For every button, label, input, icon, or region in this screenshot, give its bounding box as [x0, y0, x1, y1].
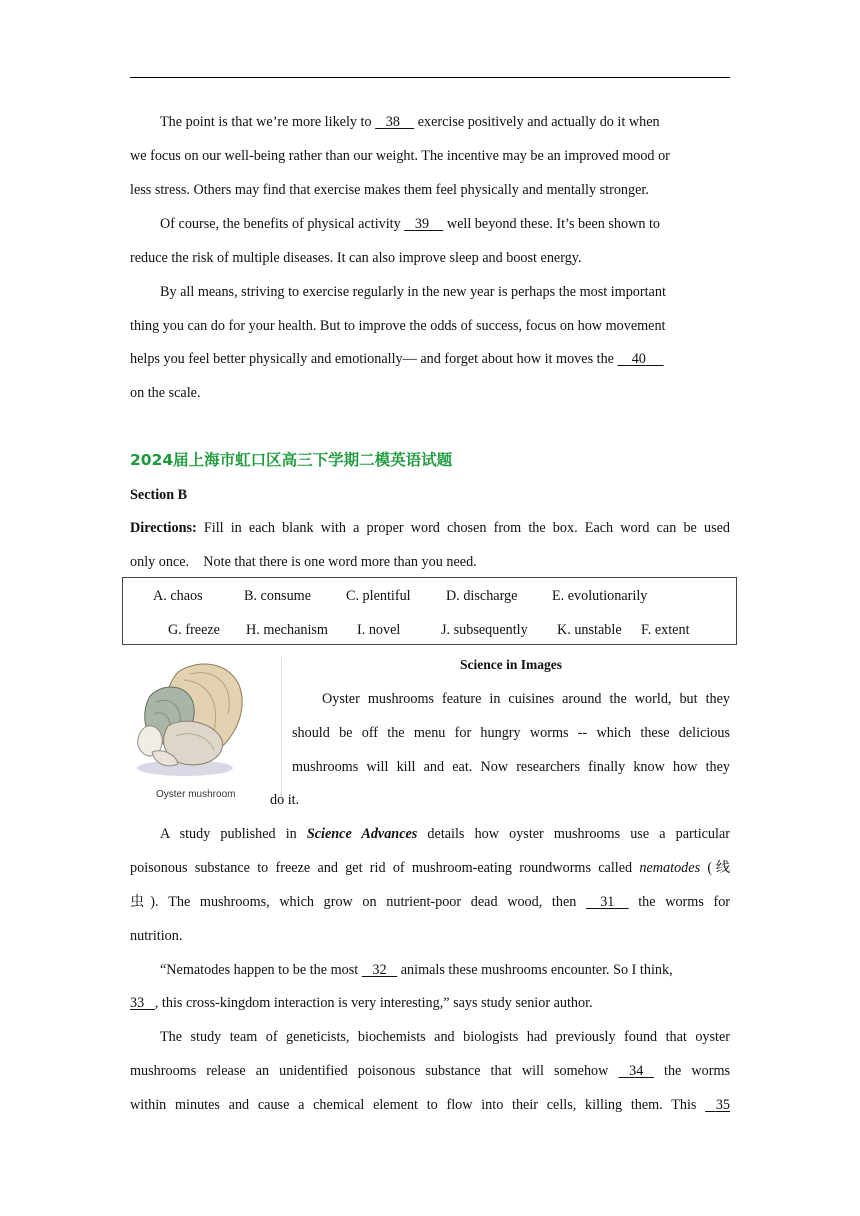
- blank-40[interactable]: [618, 349, 664, 369]
- article-p2-line-1: [130, 824, 730, 844]
- text: , this cross-kingdom interaction is very interesting,” says study senior author.: [154, 995, 593, 1011]
- blank-number: 40: [631, 351, 646, 367]
- intro-line-1: Oyster mushrooms feature in cuisines around the world, but they: [322, 691, 730, 707]
- p3-line-4: on the scale.: [130, 385, 201, 401]
- blank-34[interactable]: [618, 1061, 653, 1081]
- text: the worms: [664, 1063, 731, 1079]
- blank-number: 38: [385, 114, 400, 130]
- blank-31[interactable]: [586, 892, 629, 912]
- intro-line-4: do it.: [270, 792, 300, 808]
- text: details how oyster mushrooms use a particular: [427, 826, 730, 842]
- word-option: C. plentiful: [346, 588, 411, 604]
- blank-number: 31: [600, 894, 615, 910]
- article-p2-line-2: [130, 858, 730, 878]
- header-rule: [130, 77, 730, 78]
- text: well beyond these. It’s been shown to: [446, 216, 660, 232]
- text: helps you feel better physically and emotionally— and forget about how it moves the: [130, 351, 614, 367]
- blank-38[interactable]: [375, 112, 414, 132]
- blank-number: 34: [629, 1063, 644, 1079]
- blank-35[interactable]: [705, 1095, 730, 1115]
- article-title: Science in Images: [460, 657, 562, 672]
- text: A study published in: [160, 826, 297, 842]
- p3-line-1: By all means, striving to exercise regularly in the new year is perhaps the most important: [160, 284, 666, 300]
- text: (线: [707, 860, 731, 876]
- word-box: [122, 577, 737, 645]
- p1-line-2: we focus on our well-being rather than our weight. The incentive may be an improved mood or: [130, 148, 670, 164]
- directions-line-1: [130, 518, 730, 538]
- figure-caption: Oyster mushroom: [156, 789, 236, 800]
- exam-title: 2024届上海市虹口区高三下学期二模英语试题: [130, 451, 453, 469]
- article-p4-line-2: [130, 1061, 730, 1081]
- text: within minutes and cause a chemical element to flow into their cells, killing them. This: [130, 1097, 697, 1113]
- word-option: B. consume: [244, 588, 311, 604]
- p2-line-2: reduce the risk of multiple diseases. It can also improve sleep and boost energy.: [130, 250, 582, 266]
- text: The point is that we’re more likely to: [160, 114, 372, 130]
- text: poisonous substance to freeze and get rid of mushroom-eating roundworms called: [130, 860, 633, 876]
- text: animals these mushrooms encounter. So I think,: [400, 962, 673, 978]
- journal-name: Science Advances: [306, 826, 418, 842]
- intro-line-2: should be off the menu for hungry worms -- which these delicious: [292, 725, 730, 741]
- word-option: A. chaos: [153, 588, 203, 604]
- word-option: H. mechanism: [246, 622, 328, 638]
- p3-line-2: thing you can do for your health. But to improve the odds of success, focus on how movement: [130, 318, 666, 334]
- text: mushrooms release an unidentified poisonous substance that will somehow: [130, 1063, 609, 1079]
- article-p2-line-4: nutrition.: [130, 928, 183, 944]
- article-p3-line-2: [130, 993, 730, 1013]
- directions-line-2: only once. Note that there is one word more than you need.: [130, 554, 477, 570]
- section-label: Section B: [130, 487, 188, 503]
- text: exercise positively and actually do it when: [417, 114, 660, 130]
- word-option: D. discharge: [446, 588, 518, 604]
- blank-number: 35: [715, 1097, 730, 1113]
- p3-line-3: [130, 349, 730, 369]
- blank-number: 39: [414, 216, 430, 232]
- word-option: F. extent: [641, 622, 690, 638]
- word-option: J. subsequently: [441, 622, 528, 638]
- text: Of course, the benefits of physical activity: [160, 216, 401, 232]
- word-option: G. freeze: [168, 622, 220, 638]
- article-p4-line-1: The study team of geneticists, biochemists and biologists had previously found that oyster: [160, 1029, 730, 1045]
- word-option: E. evolutionarily: [552, 588, 648, 604]
- figure-divider: [281, 657, 282, 802]
- blank-33[interactable]: [130, 993, 155, 1013]
- blank-39[interactable]: [404, 214, 443, 234]
- text: “Nematodes happen to be the most: [160, 962, 359, 978]
- article-p3-line-1: [130, 960, 730, 980]
- article-p4-line-3: [130, 1095, 730, 1115]
- word-option: I. novel: [357, 622, 401, 638]
- blank-number: 32: [372, 962, 387, 978]
- text: Fill in each blank with a proper word chosen from the box. Each word can be used: [203, 520, 730, 536]
- term-nematodes: nematodes: [639, 860, 701, 876]
- p1-line-3: less stress. Others may find that exercise makes them feel physically and mentally stronger.: [130, 182, 649, 198]
- text: 虫). The mushrooms, which grow on nutrient-poor dead wood, then: [130, 894, 577, 910]
- oyster-mushroom-image: [130, 652, 280, 812]
- p1-line-1: [130, 112, 730, 132]
- article-p2-line-3: [130, 892, 730, 912]
- blank-32[interactable]: [362, 960, 397, 980]
- p2-line-1: [130, 214, 730, 234]
- blank-number: 33: [130, 995, 145, 1011]
- directions-label: Directions:: [130, 520, 197, 536]
- text: the worms for: [638, 894, 731, 910]
- intro-line-3: mushrooms will kill and eat. Now researchers finally know how they: [292, 759, 730, 775]
- word-option: K. unstable: [557, 622, 622, 638]
